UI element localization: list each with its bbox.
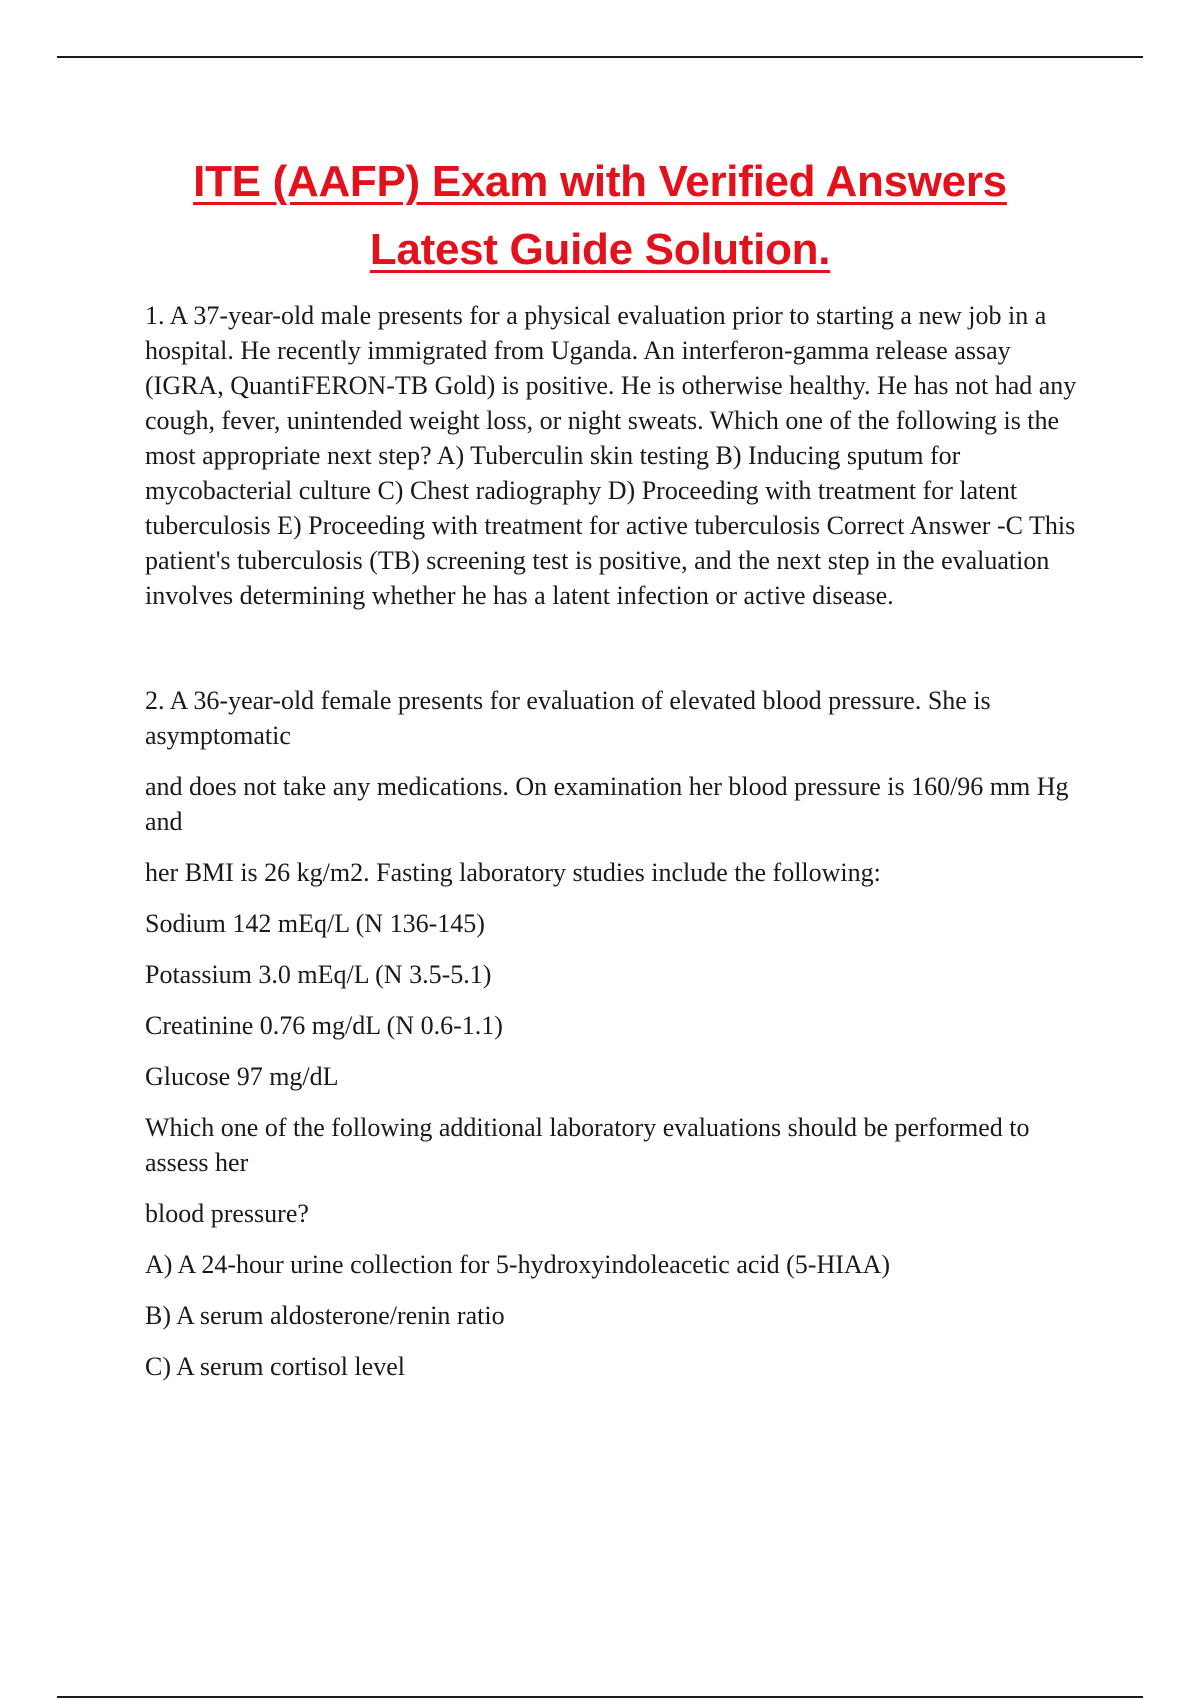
- title-line-1: ITE (AAFP) Exam with Verified Answers: [193, 157, 1007, 206]
- question-2-stem-3: her BMI is 26 kg/m2. Fasting laboratory studies include the following:: [145, 858, 881, 887]
- top-rule: [57, 56, 1143, 58]
- document-body: [145, 298, 1095, 1400]
- lab-sodium: Sodium 142 mEq/L (N 136-145): [145, 909, 485, 938]
- document-title: [0, 148, 1200, 284]
- lab-potassium: Potassium 3.0 mEq/L (N 3.5-5.1): [145, 960, 492, 989]
- question-2: [145, 683, 1095, 1384]
- title-line-2: Latest Guide Solution.: [369, 225, 831, 274]
- lab-creatinine: Creatinine 0.76 mg/dL (N 0.6-1.1): [145, 1011, 503, 1040]
- question-2-stem-2: and does not take any medications. On examination her blood pressure is 160/96 mm Hg and: [145, 772, 1069, 836]
- question-spacer: [145, 613, 1095, 683]
- question-2-prompt-2: blood pressure?: [145, 1199, 309, 1228]
- option-a: A) A 24-hour urine collection for 5-hydroxyindoleacetic acid (5-HIAA): [145, 1250, 891, 1279]
- question-2-stem-1: 2. A 36-year-old female presents for evaluation of elevated blood pressure. She is asymptomatic: [145, 686, 991, 750]
- question-2-prompt-1: Which one of the following additional laboratory evaluations should be performed to assess her: [145, 1113, 1030, 1177]
- question-1: 1. A 37-year-old male presents for a physical evaluation prior to starting a new job in a hospital. He recently immigrated from Uganda. An interferon-gamma release assay (IGRA, QuantiFERON-TB Gold) is positive. He is otherwise healthy. He has not had any cough, fever, unintended weight loss, or night sweats. Which one of the following is the most appropriate next step? A) Tuberculin skin testing B) Inducing sputum for mycobacterial culture C) Chest radiography D) Proceeding with treatment for latent tuberculosis E) Proceeding with treatment for active tuberculosis Correct Answer -C This patient's tuberculosis (TB) screening test is positive, and the next step in the evaluation involves determining whether he has a latent infection or active disease.: [145, 301, 1077, 610]
- option-c: C) A serum cortisol level: [145, 1352, 405, 1381]
- option-b: B) A serum aldosterone/renin ratio: [145, 1301, 505, 1330]
- bottom-rule: [57, 1696, 1143, 1698]
- lab-glucose: Glucose 97 mg/dL: [145, 1062, 339, 1091]
